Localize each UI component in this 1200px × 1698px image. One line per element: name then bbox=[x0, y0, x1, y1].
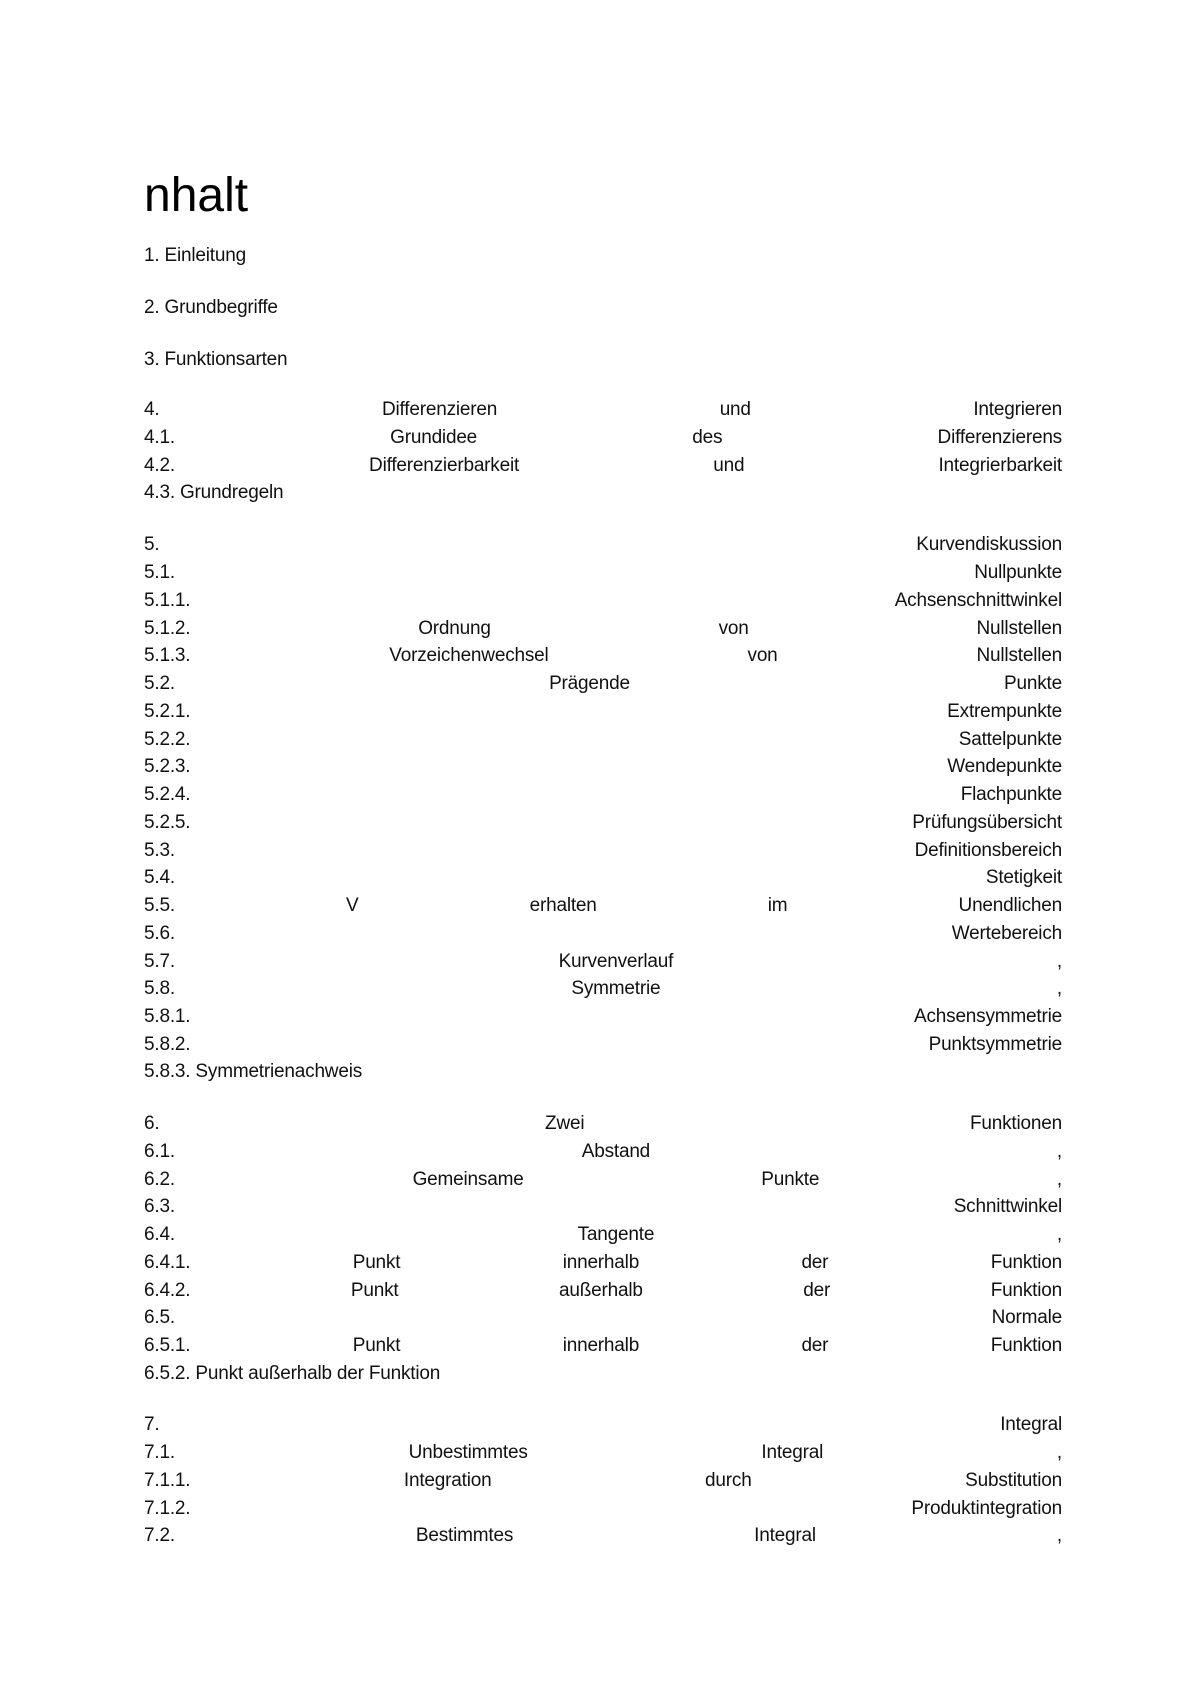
toc-entry-word: Bestimmtes bbox=[415, 1525, 514, 1546]
toc-entry-word: , bbox=[1056, 1525, 1062, 1546]
toc-entry-number: 3. Funktionsarten bbox=[144, 349, 288, 370]
toc-entry bbox=[144, 398, 1062, 422]
toc-entry-number: 5.2. bbox=[144, 673, 175, 694]
toc-entry-word: Stetigkeit bbox=[985, 867, 1062, 888]
toc-entry-number: 5.5. bbox=[144, 895, 175, 916]
toc-entry-word: Integrieren bbox=[973, 399, 1062, 420]
toc-entry bbox=[144, 728, 1062, 752]
toc-entry-word: , bbox=[1056, 1169, 1062, 1190]
toc-entry-number: 5.8.1. bbox=[144, 1006, 191, 1027]
toc-entry-number: 5.2.5. bbox=[144, 812, 191, 833]
toc-entry bbox=[144, 977, 1062, 1001]
toc-entry-word: Ordnung bbox=[418, 618, 491, 639]
toc-entry-number: 6.5.1. bbox=[144, 1335, 191, 1356]
toc-entry bbox=[144, 839, 1062, 863]
toc-entry-word: von bbox=[718, 618, 749, 639]
toc-entry bbox=[144, 1413, 1062, 1437]
toc-entry-number: 5.2.1. bbox=[144, 701, 191, 722]
toc-entry-word: Differenzierens bbox=[937, 427, 1062, 448]
toc-entry-number: 4.3. Grundregeln bbox=[144, 482, 284, 503]
toc-entry-number: 5.4. bbox=[144, 867, 175, 888]
toc-entry-number: 6.5.2. Punkt außerhalb der Funktion bbox=[144, 1363, 441, 1384]
toc-entry bbox=[144, 481, 1062, 505]
toc-entry-word: Unbestimmtes bbox=[408, 1442, 528, 1463]
toc-entry bbox=[144, 244, 1062, 268]
toc-entry-word: Extrempunkte bbox=[947, 701, 1062, 722]
toc-entry-word: Substitution bbox=[965, 1470, 1062, 1491]
toc-entry-number: 4.1. bbox=[144, 427, 175, 448]
toc-entry-number: 5.8.3. Symmetrienachweis bbox=[144, 1061, 363, 1082]
toc-entry-number: 5.3. bbox=[144, 840, 175, 861]
toc-entry bbox=[144, 589, 1062, 613]
toc-entry-number: 5.1.3. bbox=[144, 645, 191, 666]
toc-entry-word: Funktion bbox=[990, 1252, 1062, 1273]
toc-entry bbox=[144, 811, 1062, 835]
toc-entry-word: Tangente bbox=[577, 1224, 655, 1245]
toc-entry-word: Achsensymmetrie bbox=[914, 1006, 1062, 1027]
toc-entry-word: Integral bbox=[1000, 1414, 1062, 1435]
toc-entry-word: , bbox=[1056, 978, 1062, 999]
toc-entry-word: , bbox=[1056, 951, 1062, 972]
toc-entry-number: 6.4. bbox=[144, 1224, 175, 1245]
toc-entry-word: Integral bbox=[754, 1525, 816, 1546]
toc-entry-word: Normale bbox=[991, 1307, 1062, 1328]
toc-entry-word: im bbox=[767, 895, 788, 916]
toc-entry-word: der bbox=[801, 1252, 829, 1273]
toc-entry-word: Schnittwinkel bbox=[953, 1196, 1062, 1217]
toc-entry-word: Definitionsbereich bbox=[914, 840, 1062, 861]
toc-entry-word: durch bbox=[705, 1470, 752, 1491]
toc-entry-word: von bbox=[747, 645, 778, 666]
toc-entry-word: Unendlichen bbox=[958, 895, 1062, 916]
toc-entry-number: 6.3. bbox=[144, 1196, 175, 1217]
toc-entry-word: , bbox=[1056, 1224, 1062, 1245]
toc-entry-word: Funktion bbox=[990, 1280, 1062, 1301]
toc-entry-word: Produktintegration bbox=[911, 1498, 1062, 1519]
toc-entry-number: 4. bbox=[144, 399, 160, 420]
toc-entry bbox=[144, 1112, 1062, 1136]
toc-entry-number: 5.8. bbox=[144, 978, 175, 999]
toc-entry-number: 7.2. bbox=[144, 1525, 175, 1546]
toc-entry-word: Punkte bbox=[1004, 673, 1062, 694]
toc-entry bbox=[144, 755, 1062, 779]
toc-entry-number: 6.5. bbox=[144, 1307, 175, 1328]
toc-entry-word: Prüfungsübersicht bbox=[912, 812, 1062, 833]
toc-entry bbox=[144, 644, 1062, 668]
toc-entry-number: 7. bbox=[144, 1414, 160, 1435]
toc-entry-word: Kurvendiskussion bbox=[916, 534, 1062, 555]
toc-entry-number: 6. bbox=[144, 1113, 160, 1134]
toc-entry-word: außerhalb bbox=[559, 1280, 643, 1301]
toc-entry bbox=[144, 1497, 1062, 1521]
toc-entry-word: Wendepunkte bbox=[947, 756, 1062, 777]
toc-entry bbox=[144, 348, 1062, 372]
toc-entry-number: 5.2.4. bbox=[144, 784, 191, 805]
toc-entry bbox=[144, 1524, 1062, 1548]
toc-entry-word: Punkt bbox=[350, 1280, 399, 1301]
toc-entry-word: und bbox=[719, 399, 751, 420]
toc-entry-word: der bbox=[801, 1335, 829, 1356]
toc-entry-word: Abstand bbox=[581, 1141, 651, 1162]
toc-entry-number: 7.1. bbox=[144, 1442, 175, 1463]
toc-entry-number: 2. Grundbegriffe bbox=[144, 297, 278, 318]
toc-entry-word: , bbox=[1056, 1141, 1062, 1162]
toc-entry-word: Punkte bbox=[761, 1169, 820, 1190]
toc-entry-number: 6.4.2. bbox=[144, 1280, 191, 1301]
toc-entry-word: Integral bbox=[761, 1442, 824, 1463]
toc-entry-word: V bbox=[346, 895, 359, 916]
toc-entry-word: Kurvenverlauf bbox=[558, 951, 674, 972]
toc-entry-word: Integrierbarkeit bbox=[938, 455, 1062, 476]
toc-entry-word: Funktion bbox=[990, 1335, 1062, 1356]
toc-entry bbox=[144, 672, 1062, 696]
toc-entry bbox=[144, 617, 1062, 641]
toc-entry bbox=[144, 426, 1062, 450]
toc-entry bbox=[144, 700, 1062, 724]
toc-entry-word: Funktionen bbox=[969, 1113, 1062, 1134]
page-title: nhalt bbox=[144, 169, 249, 222]
toc-entry-word: Symmetrie bbox=[571, 978, 661, 999]
toc-entry-word: Grundidee bbox=[390, 427, 478, 448]
toc-entry bbox=[144, 1033, 1062, 1057]
toc-entry-word: innerhalb bbox=[562, 1252, 640, 1273]
toc-entry bbox=[144, 533, 1062, 557]
toc-entry-word: Differenzierbarkeit bbox=[369, 455, 520, 476]
toc-entry-word: Nullpunkte bbox=[974, 562, 1062, 583]
toc-entry-number: 7.1.2. bbox=[144, 1498, 191, 1519]
toc-entry-word: Gemeinsame bbox=[412, 1169, 524, 1190]
toc-entry bbox=[144, 950, 1062, 974]
toc-entry bbox=[144, 1223, 1062, 1247]
toc-entry-word: Punkt bbox=[352, 1252, 401, 1273]
toc-entry-number: 6.2. bbox=[144, 1169, 175, 1190]
toc-entry-number: 5.6. bbox=[144, 923, 175, 944]
toc-entry-word: Wertebereich bbox=[951, 923, 1062, 944]
toc-entry bbox=[144, 1334, 1062, 1358]
toc-entry bbox=[144, 1060, 1062, 1084]
toc-entry-number: 5.8.2. bbox=[144, 1034, 191, 1055]
toc-entry-word: des bbox=[692, 427, 723, 448]
toc-entry-word: Punkt bbox=[352, 1335, 401, 1356]
toc-entry-word: Prägende bbox=[549, 673, 630, 694]
toc-entry bbox=[144, 1140, 1062, 1164]
toc-entry bbox=[144, 866, 1062, 890]
toc-entry-number: 6.4.1. bbox=[144, 1252, 191, 1273]
toc-entry-number: 7.1.1. bbox=[144, 1470, 191, 1491]
toc-entry bbox=[144, 1362, 1062, 1386]
toc-entry-word: erhalten bbox=[529, 895, 597, 916]
toc-entry-word: Nullstellen bbox=[976, 645, 1062, 666]
toc-entry bbox=[144, 783, 1062, 807]
toc-entry-number: 5.1.2. bbox=[144, 618, 191, 639]
toc-entry bbox=[144, 1279, 1062, 1303]
toc-entry-number: 1. Einleitung bbox=[144, 245, 246, 266]
toc-entry-word: Flachpunkte bbox=[960, 784, 1062, 805]
toc-entry bbox=[144, 1441, 1062, 1465]
toc-entry-word: Zwei bbox=[545, 1113, 585, 1134]
toc-entry bbox=[144, 296, 1062, 320]
toc-entry-word: Nullstellen bbox=[976, 618, 1062, 639]
toc-entry-number: 5.7. bbox=[144, 951, 175, 972]
toc-entry bbox=[144, 922, 1062, 946]
toc-entry bbox=[144, 1005, 1062, 1029]
toc-entry-word: der bbox=[803, 1280, 831, 1301]
toc-entry-word: innerhalb bbox=[562, 1335, 640, 1356]
toc-entry-number: 5.2.3. bbox=[144, 756, 191, 777]
toc-entry-number: 5.1.1. bbox=[144, 590, 191, 611]
toc-entry-word: , bbox=[1056, 1442, 1062, 1463]
toc-entry-number: 5.2.2. bbox=[144, 729, 191, 750]
toc-entry-word: Punktsymmetrie bbox=[928, 1034, 1062, 1055]
toc-entry-number: 5.1. bbox=[144, 562, 175, 583]
toc-entry-word: Achsenschnittwinkel bbox=[894, 590, 1062, 611]
toc-entry-number: 5. bbox=[144, 534, 160, 555]
toc-entry-number: 6.1. bbox=[144, 1141, 175, 1162]
toc-entry bbox=[144, 561, 1062, 585]
toc-entry bbox=[144, 1195, 1062, 1219]
toc-entry-word: Vorzeichenwechsel bbox=[389, 645, 549, 666]
toc-entry bbox=[144, 1251, 1062, 1275]
toc-entry-word: Differenzieren bbox=[382, 399, 498, 420]
toc-entry bbox=[144, 1306, 1062, 1330]
toc-entry bbox=[144, 894, 1062, 918]
toc-entry bbox=[144, 454, 1062, 478]
toc-entry bbox=[144, 1168, 1062, 1192]
toc-entry-word: und bbox=[713, 455, 745, 476]
toc-entry-word: Integration bbox=[403, 1470, 492, 1491]
toc-entry bbox=[144, 1469, 1062, 1493]
toc-entry-word: Sattelpunkte bbox=[958, 729, 1062, 750]
toc-entry-number: 4.2. bbox=[144, 455, 175, 476]
